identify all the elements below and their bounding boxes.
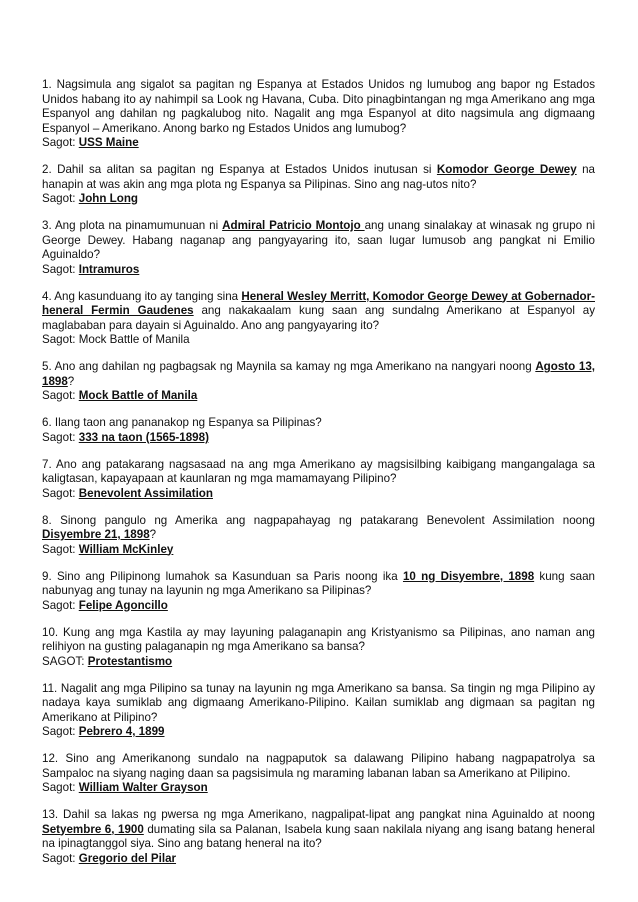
highlighted-term: 10 ng Disyembre, 1898 [402, 569, 535, 583]
answer-line [42, 852, 595, 867]
highlighted-term: Setyembre 6, 1900 [42, 822, 144, 836]
question-item-12 [42, 752, 595, 796]
question-text: 5. Ano ang dahilan ng pagbagsak ng Maynila sa kamay ng mga Amerikano na nangyari noong Agosto 13, 1898? [42, 360, 595, 388]
question-item-10 [42, 626, 595, 670]
highlighted-term: Heneral Wesley Merritt, Komodor George Dewey at Gobernador-heneral Fermin Gaudenes [42, 289, 595, 317]
question-text: 6. Ilang taon ang pananakop ng Espanya sa Pilipinas? [42, 416, 322, 429]
document-page [42, 78, 595, 879]
question-text: 2. Dahil sa alitan sa pagitan ng Espanya at Estados Unidos inutusan si Komodor George Dewey na hanapin at was akin ang mga plota ng Espanya sa Pilipinas. Sino ang nag-utos nito? [42, 163, 595, 191]
answer-label: Sagot: Mock Battle of Manila [42, 333, 190, 346]
answer-line [42, 192, 595, 207]
highlighted-term: Admiral Patricio Montojo [222, 219, 365, 232]
answer-line [42, 725, 595, 740]
answer-value: Mock Battle of Manila [78, 389, 198, 402]
answer-value: John Long [78, 192, 138, 205]
answer-value: Felipe Agoncillo [78, 598, 168, 612]
question-item-3 [42, 219, 595, 277]
answer-value: 333 na taon (1565-1898) [78, 430, 209, 444]
answer-line [42, 136, 595, 151]
question-text: 11. Nagalit ang mga Pilipino sa tunay na layunin ng mga Amerikano sa bansa. Sa tingin ng mga Pilipino ay nadaya kaya sumiklab ang digmaang Amerikano-Pilipino. Kailan sumiklab ang digmaan sa pagitan ng Amerikano at Pilipino? [42, 681, 595, 724]
question-item-13 [42, 808, 595, 866]
question-text: 8. Sinong pangulo ng Amerika ang nagpapahayag ng patakarang Benevolent Assimilation noong Disyembre 21, 1898? [42, 513, 595, 541]
answer-label: Sagot: [42, 136, 79, 149]
question-text: 4. Ang kasunduang ito ay tanging sina Heneral Wesley Merritt, Komodor George Dewey at Gobernador-heneral Fermin Gaudenes ang nakakaalam kung saan ang sundalng Amerikano at Espanyol ay maglababan para dayain si Aguinaldo. Ano ang pangyayaring ito? [42, 289, 595, 332]
question-item-7 [42, 458, 595, 502]
highlighted-term: Komodor George Dewey [436, 163, 577, 176]
question-item-1 [42, 78, 595, 151]
answer-label: Sagot: [42, 192, 79, 205]
answer-value: USS Maine [78, 136, 139, 149]
answer-label: SAGOT: [42, 654, 88, 668]
answer-line [42, 263, 595, 278]
answer-label: Sagot: [42, 430, 79, 444]
question-text: 3. Ang plota na pinamumunuan ni Admiral Patricio Montojo ang unang sinalakay at winasak ng grupo ni George Dewey. Habang naganap ang pangyayaring ito, saan lugar lumusob ang pangkat ni Emilio Aguinaldo? [42, 219, 596, 261]
question-item-6 [42, 416, 595, 445]
answer-label: Sagot: [42, 598, 79, 612]
answer-line [42, 389, 595, 404]
answer-value: Gregorio del Pilar [78, 851, 177, 865]
question-item-9 [42, 570, 595, 614]
question-text: 10. Kung ang mga Kastila ay may layuning palaganapin ang Kristyanismo sa Pilipinas, ano naman ang relihiyon na gusting palaganapin ng mga Amerikano sa bansa? [42, 625, 595, 653]
highlighted-term: Agosto 13, 1898 [42, 360, 595, 388]
answer-label: Sagot: [42, 781, 79, 794]
question-item-2 [42, 163, 595, 207]
question-text: 1. Nagsimula ang sigalot sa pagitan ng Espanya at Estados Unidos ng lumubog ang bapor ng Estados Unidos habang ito ay nahimpil sa Look ng Havana, Cuba. Dito pinagbintangan ng mga Amerikano ang mga Espanyol ang dahilan ng pagkalubog nito. Nagalit ang mga Espanyol at dito nagsimula ang digmaang Espanyol – Amerikano. Anong barko ng Estados Unidos ang lumubog? [42, 78, 595, 135]
answer-label: Sagot: [42, 725, 79, 738]
answer-label: Sagot: [42, 389, 79, 402]
question-item-4 [42, 290, 595, 348]
answer-label: Sagot: [42, 262, 79, 276]
question-item-11 [42, 682, 595, 740]
question-text: 13. Dahil sa lakas ng pwersa ng mga Amerikano, nagpalipat-lipat ang pangkat nina Aguinaldo at noong Setyembre 6, 1900 dumating sila sa Palanan, Isabela kung saan nakilala niyang ang isang batang heneral na ipinagtanggol siya. Sino ang batang heneral na ito? [42, 808, 595, 850]
answer-value: Benevolent Assimilation [78, 486, 213, 500]
answer-line [42, 599, 595, 614]
answer-label: Sagot: [42, 851, 79, 865]
answer-value: Protestantismo [87, 654, 173, 668]
answer-line [42, 543, 595, 558]
answer-line [42, 781, 595, 796]
highlighted-term: Disyembre 21, 1898 [42, 528, 150, 541]
question-item-8 [42, 514, 595, 558]
answer-line [42, 655, 595, 670]
answer-value: William McKinley [78, 542, 174, 556]
answer-line [42, 431, 595, 446]
answer-label: Sagot: [42, 486, 79, 500]
answer-value: William Walter Grayson [78, 781, 208, 794]
question-item-5 [42, 360, 595, 404]
answer-line [42, 333, 595, 348]
question-text: 7. Ano ang patakarang nagsasaad na ang mga Amerikano ay magsisilbing kaibigang mangangalaga sa kaligtasan, kapayapaan at kaunlaran ng mga mamamayang Pilipino? [42, 457, 595, 485]
answer-label: Sagot: [42, 542, 79, 556]
answer-value: Intramuros [78, 262, 140, 276]
question-text: 9. Sino ang Pilipinong lumahok sa Kasunduan sa Paris noong ika 10 ng Disyembre, 1898 kung saan nabunyag ang tunay na layunin ng mga Amerikano sa Pilipinas? [42, 569, 595, 597]
answer-value: Pebrero 4, 1899 [78, 725, 165, 738]
answer-line [42, 487, 595, 502]
question-text: 12. Sino ang Amerikanong sundalo na nagpaputok sa dalawang Pilipino habang nagpapatrolya sa Sampaloc na siyang naging daan sa pagsisimula ng maraming labanan laban sa Amerikano at Pilipino. [42, 752, 595, 780]
